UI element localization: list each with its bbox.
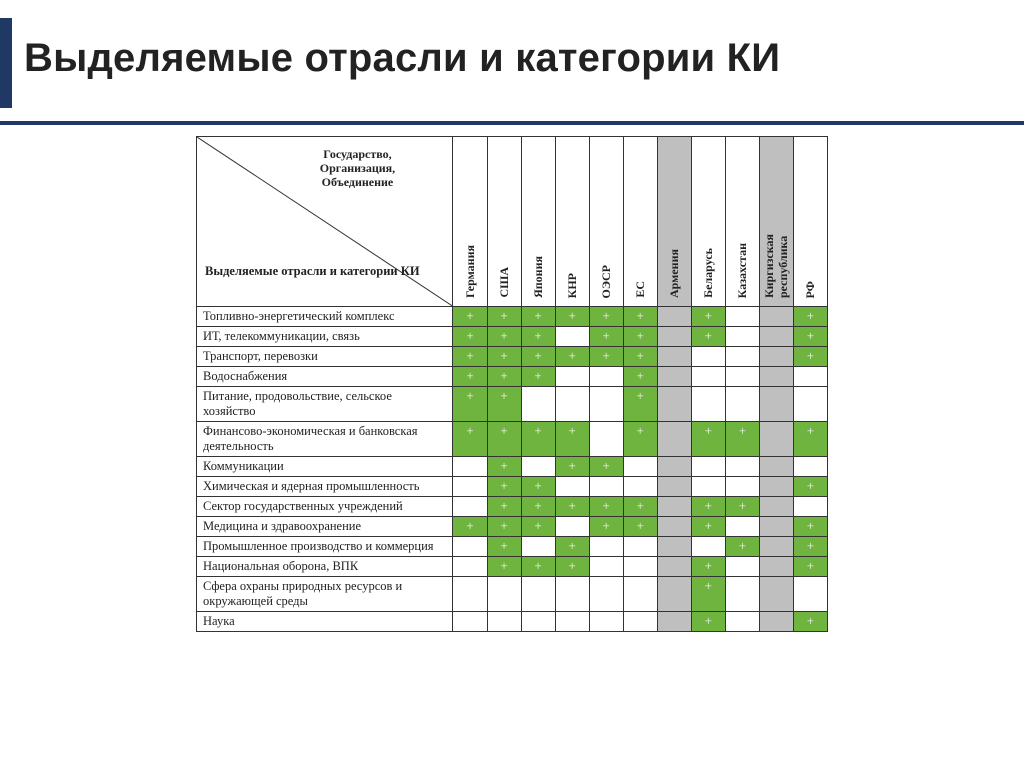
cell-empty [657,457,691,477]
cell-empty [657,612,691,632]
cell-empty [759,307,793,327]
row-label: Коммуникации [197,457,453,477]
cell-marked: + [521,422,555,457]
industries-table [196,136,828,632]
cell-marked: + [487,457,521,477]
row-label: Финансово-экономическая и банковская деятельность [197,422,453,457]
column-header-label: Япония [531,256,546,298]
cell-marked: + [521,307,555,327]
cell-empty [691,387,725,422]
cell-marked: + [793,347,827,367]
cell-marked: + [691,612,725,632]
cell-empty [589,387,623,422]
cell-marked: + [725,537,759,557]
cell-empty [691,367,725,387]
cell-marked: + [521,497,555,517]
cell-empty [691,457,725,477]
column-header [657,137,691,307]
table-row [197,387,828,422]
cell-marked: + [589,327,623,347]
column-header [521,137,555,307]
cell-empty [589,557,623,577]
table-row [197,497,828,517]
table-row [197,307,828,327]
cell-marked: + [555,457,589,477]
cell-empty [589,537,623,557]
cell-marked: + [725,422,759,457]
cell-empty [691,347,725,367]
table-row [197,537,828,557]
cell-empty [725,347,759,367]
cell-empty [623,477,657,497]
cell-marked: + [589,307,623,327]
cell-empty [555,387,589,422]
column-header-label: Беларусь [701,248,716,298]
table-row [197,457,828,477]
cell-marked: + [453,347,487,367]
column-header [555,137,589,307]
cell-marked: + [691,307,725,327]
cell-empty [589,612,623,632]
cell-empty [521,457,555,477]
cell-marked: + [623,387,657,422]
cell-marked: + [623,517,657,537]
column-header-label: РФ [803,280,818,298]
cell-empty [453,577,487,612]
cell-marked: + [487,367,521,387]
cell-empty [657,537,691,557]
column-header [589,137,623,307]
cell-marked: + [589,497,623,517]
cell-empty [759,517,793,537]
title-accent-bar [0,18,12,108]
cell-marked: + [555,497,589,517]
row-label: Промышленное производство и коммерция [197,537,453,557]
cell-marked: + [793,327,827,347]
cell-empty [589,577,623,612]
row-label: Транспорт, перевозки [197,347,453,367]
cell-empty [453,457,487,477]
cell-marked: + [487,497,521,517]
cell-marked: + [555,537,589,557]
cell-empty [657,347,691,367]
cell-marked: + [623,307,657,327]
cell-empty [521,612,555,632]
column-header-label: ОЭСР [599,264,614,298]
cell-empty [793,387,827,422]
table-row [197,477,828,497]
corner-header-cell [197,137,453,307]
cell-marked: + [487,557,521,577]
cell-marked: + [691,327,725,347]
cell-marked: + [555,557,589,577]
cell-empty [453,537,487,557]
cell-marked: + [725,497,759,517]
cell-empty [453,557,487,577]
cell-empty [521,537,555,557]
cell-empty [657,557,691,577]
table-row [197,327,828,347]
table-row [197,367,828,387]
column-header [725,137,759,307]
cell-empty [623,537,657,557]
cell-marked: + [521,347,555,367]
column-header-label: Германия [462,245,477,298]
cell-empty [657,497,691,517]
column-header-label: США [497,267,512,298]
cell-empty [555,327,589,347]
cell-marked: + [589,457,623,477]
table-row [197,517,828,537]
table-row [197,612,828,632]
cell-empty [521,387,555,422]
cell-marked: + [487,347,521,367]
cell-empty [657,327,691,347]
table-header-row [197,137,828,307]
cell-empty [793,577,827,612]
cell-empty [725,517,759,537]
cell-marked: + [589,517,623,537]
column-header [487,137,521,307]
cell-marked: + [691,557,725,577]
cell-empty [759,347,793,367]
cell-empty [521,577,555,612]
column-header [793,137,827,307]
cell-marked: + [555,422,589,457]
title-divider [0,121,1024,125]
cell-empty [657,387,691,422]
cell-empty [725,557,759,577]
row-label: Сфера охраны природных ресурсов и окружающей среды [197,577,453,612]
row-label: Сектор государственных учреждений [197,497,453,517]
cell-marked: + [487,327,521,347]
row-label: Национальная оборона, ВПК [197,557,453,577]
corner-header-industries: Выделяемые отрасли и категории КИ [205,264,420,278]
cell-empty [725,307,759,327]
cell-empty [657,307,691,327]
column-header-label: ЕС [633,281,648,298]
cell-empty [691,477,725,497]
row-label: Медицина и здравоохранение [197,517,453,537]
column-header [759,137,793,307]
cell-empty [453,477,487,497]
cell-marked: + [555,307,589,327]
cell-empty [759,612,793,632]
cell-marked: + [487,477,521,497]
cell-empty [759,497,793,517]
cell-empty [759,557,793,577]
cell-marked: + [623,347,657,367]
cell-empty [725,477,759,497]
cell-empty [623,457,657,477]
cell-empty [759,457,793,477]
cell-empty [657,477,691,497]
table-row [197,577,828,612]
cell-marked: + [521,517,555,537]
corner-header-states: Государство, Организация, Объединение [319,147,396,189]
cell-marked: + [453,517,487,537]
cell-empty [555,517,589,537]
cell-empty [759,367,793,387]
table-row [197,422,828,457]
column-header [691,137,725,307]
cell-empty [623,612,657,632]
cell-empty [725,327,759,347]
cell-marked: + [793,517,827,537]
cell-empty [555,612,589,632]
cell-marked: + [521,477,555,497]
cell-empty [759,537,793,557]
row-label: Наука [197,612,453,632]
cell-empty [555,577,589,612]
cell-empty [453,612,487,632]
cell-empty [725,612,759,632]
slide-title: Выделяемые отрасли и категории КИ [24,36,781,80]
cell-empty [759,477,793,497]
cell-empty [793,457,827,477]
column-header [453,137,487,307]
cell-marked: + [487,422,521,457]
cell-empty [657,367,691,387]
cell-marked: + [793,422,827,457]
cell-marked: + [487,387,521,422]
cell-marked: + [453,307,487,327]
cell-marked: + [793,557,827,577]
cell-empty [589,477,623,497]
cell-marked: + [453,422,487,457]
cell-marked: + [623,497,657,517]
cell-empty [725,387,759,422]
cell-marked: + [793,537,827,557]
cell-marked: + [453,327,487,347]
cell-marked: + [521,557,555,577]
row-label: Топливно-энергетический комплекс [197,307,453,327]
cell-empty [589,422,623,457]
cell-marked: + [691,577,725,612]
cell-marked: + [555,347,589,367]
cell-empty [555,367,589,387]
cell-marked: + [623,367,657,387]
column-header-label: Казахстан [735,242,750,298]
cell-empty [555,477,589,497]
cell-empty [691,537,725,557]
cell-empty [487,577,521,612]
cell-marked: + [487,517,521,537]
row-label: Водоснабжения [197,367,453,387]
cell-marked: + [623,422,657,457]
row-label: ИТ, телекоммуникации, связь [197,327,453,347]
cell-marked: + [691,422,725,457]
cell-marked: + [521,327,555,347]
table-row [197,347,828,367]
column-header-label: КНР [565,272,580,298]
row-label: Питание, продовольствие, сельское хозяйство [197,387,453,422]
cell-marked: + [691,497,725,517]
cell-empty [657,517,691,537]
cell-empty [657,422,691,457]
cell-empty [589,367,623,387]
cell-marked: + [487,307,521,327]
column-header-label: Армения [667,249,682,298]
cell-marked: + [521,367,555,387]
cell-empty [623,577,657,612]
column-header-label: Киргизская республика [762,233,791,298]
column-header [623,137,657,307]
table-row [197,557,828,577]
table-body [197,307,828,632]
row-label: Химическая и ядерная промышленность [197,477,453,497]
cell-empty [453,497,487,517]
cell-empty [759,327,793,347]
cell-empty [759,577,793,612]
cell-empty [725,367,759,387]
cell-empty [759,422,793,457]
cell-empty [725,577,759,612]
cell-empty [623,557,657,577]
cell-empty [725,457,759,477]
cell-empty [759,387,793,422]
cell-marked: + [453,367,487,387]
cell-marked: + [793,307,827,327]
cell-empty [793,367,827,387]
cell-marked: + [793,477,827,497]
cell-marked: + [623,327,657,347]
cell-marked: + [793,612,827,632]
cell-marked: + [453,387,487,422]
cell-empty [793,497,827,517]
cell-marked: + [691,517,725,537]
cell-marked: + [487,537,521,557]
cell-marked: + [589,347,623,367]
cell-empty [657,577,691,612]
cell-empty [487,612,521,632]
